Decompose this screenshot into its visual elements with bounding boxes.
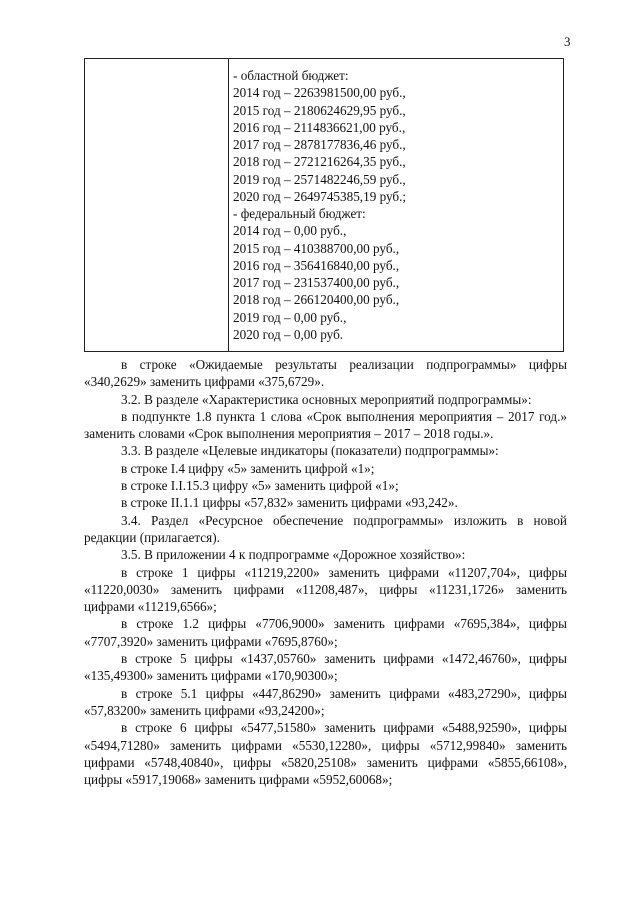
budget-line: 2015 год – 2180624629,95 руб.,: [233, 102, 406, 118]
table-left-cell: [85, 59, 229, 351]
budget-table: [84, 58, 564, 352]
section-heading-3-3: 3.3. В разделе «Целевые индикаторы (показатели) подпрограммы»:: [121, 443, 499, 459]
budget-line: 2018 год – 2721216264,35 руб.,: [233, 154, 406, 170]
section-heading-3-2: 3.2. В разделе «Характеристика основных мероприятий подпрограммы»:: [121, 391, 532, 407]
budget-line: - федеральный бюджет:: [233, 206, 366, 221]
budget-line: 2020 год – 0,00 руб.: [233, 326, 344, 342]
paragraph: в строке 5 цифры «1437,05760» заменить цифрами «1472,46760», цифры «135,49300» заменить цифрами «170,90300»;: [84, 651, 567, 684]
budget-line: 2018 год – 266120400,00 руб.,: [233, 292, 400, 308]
paragraph: в строке «Ожидаемые результаты реализации подпрограммы» цифры «340,2629» заменить цифрами «375,6729».: [84, 357, 567, 390]
budget-line: - областной бюджет:: [233, 68, 349, 83]
page-number: 3: [564, 34, 571, 49]
budget-line: 2020 год – 2649745385,19 руб.;: [233, 188, 407, 204]
paragraph: в подпункте 1.8 пункта 1 слова «Срок выполнения мероприятия – 2017 год.» заменить словами «Срок выполнения мероприятия – 2017 – 2018 годы.».: [84, 408, 567, 442]
paragraph: в строке 1.2 цифры «7706,9000» заменить цифрами «7695,384», цифры «7707,3920» заменить цифрами «7695,8760»;: [84, 616, 567, 649]
budget-line: 2016 год – 2114836621,00 руб.,: [233, 119, 406, 135]
budget-line: 2017 год – 2878177836,46 руб.,: [233, 137, 406, 152]
budget-line: 2017 год – 231537400,00 руб.,: [233, 275, 400, 290]
paragraph: в строке I.I.15.3 цифру «5» заменить цифрой «1»;: [121, 478, 399, 494]
paragraph: в строке II.1.1 цифры «57,832» заменить цифрами «93,242».: [121, 495, 458, 511]
paragraph: в строке I.4 цифру «5» заменить цифрой «1»;: [121, 460, 375, 476]
paragraph: в строке 1 цифры «11219,2200» заменить цифрами «11207,704», цифры «11220,0030» заменить цифрами «11208,487», цифры «11231,1726» заменить цифрами «11219,6566»;: [84, 564, 567, 615]
budget-line: 2016 год – 356416840,00 руб.,: [233, 257, 400, 273]
table-right-cell: [233, 67, 559, 343]
section-heading-3-5: 3.5. В приложении 4 к подпрограмме «Дорожное хозяйство»:: [121, 547, 466, 563]
budget-line: 2014 год – 0,00 руб.,: [233, 223, 347, 239]
section-heading-3-4: 3.4. Раздел «Ресурсное обеспечение подпрограммы» изложить в новой редакции (прилагается).: [84, 512, 567, 545]
budget-line: 2019 год – 2571482246,59 руб.,: [233, 171, 406, 187]
budget-line: 2015 год – 410388700,00 руб.,: [233, 240, 400, 256]
budget-line: 2014 год – 2263981500,00 руб.,: [233, 85, 406, 101]
document-body: [84, 356, 567, 788]
paragraph: в строке 6 цифры «5477,51580» заменить цифрами «5488,92590», цифры «5494,71280» заменить цифрами «5530,12280», цифры «5712,99840» заменить цифрами «5748,40840», цифры «5820,25108» заменить цифрами «5855,66108», цифры «5917,19068» заменить цифрами «5952,60068»;: [84, 720, 567, 788]
budget-line: 2019 год – 0,00 руб.,: [233, 309, 347, 325]
paragraph: в строке 5.1 цифры «447,86290» заменить цифрами «483,27290», цифры «57,83200» заменить цифрами «93,24200»;: [84, 685, 567, 718]
